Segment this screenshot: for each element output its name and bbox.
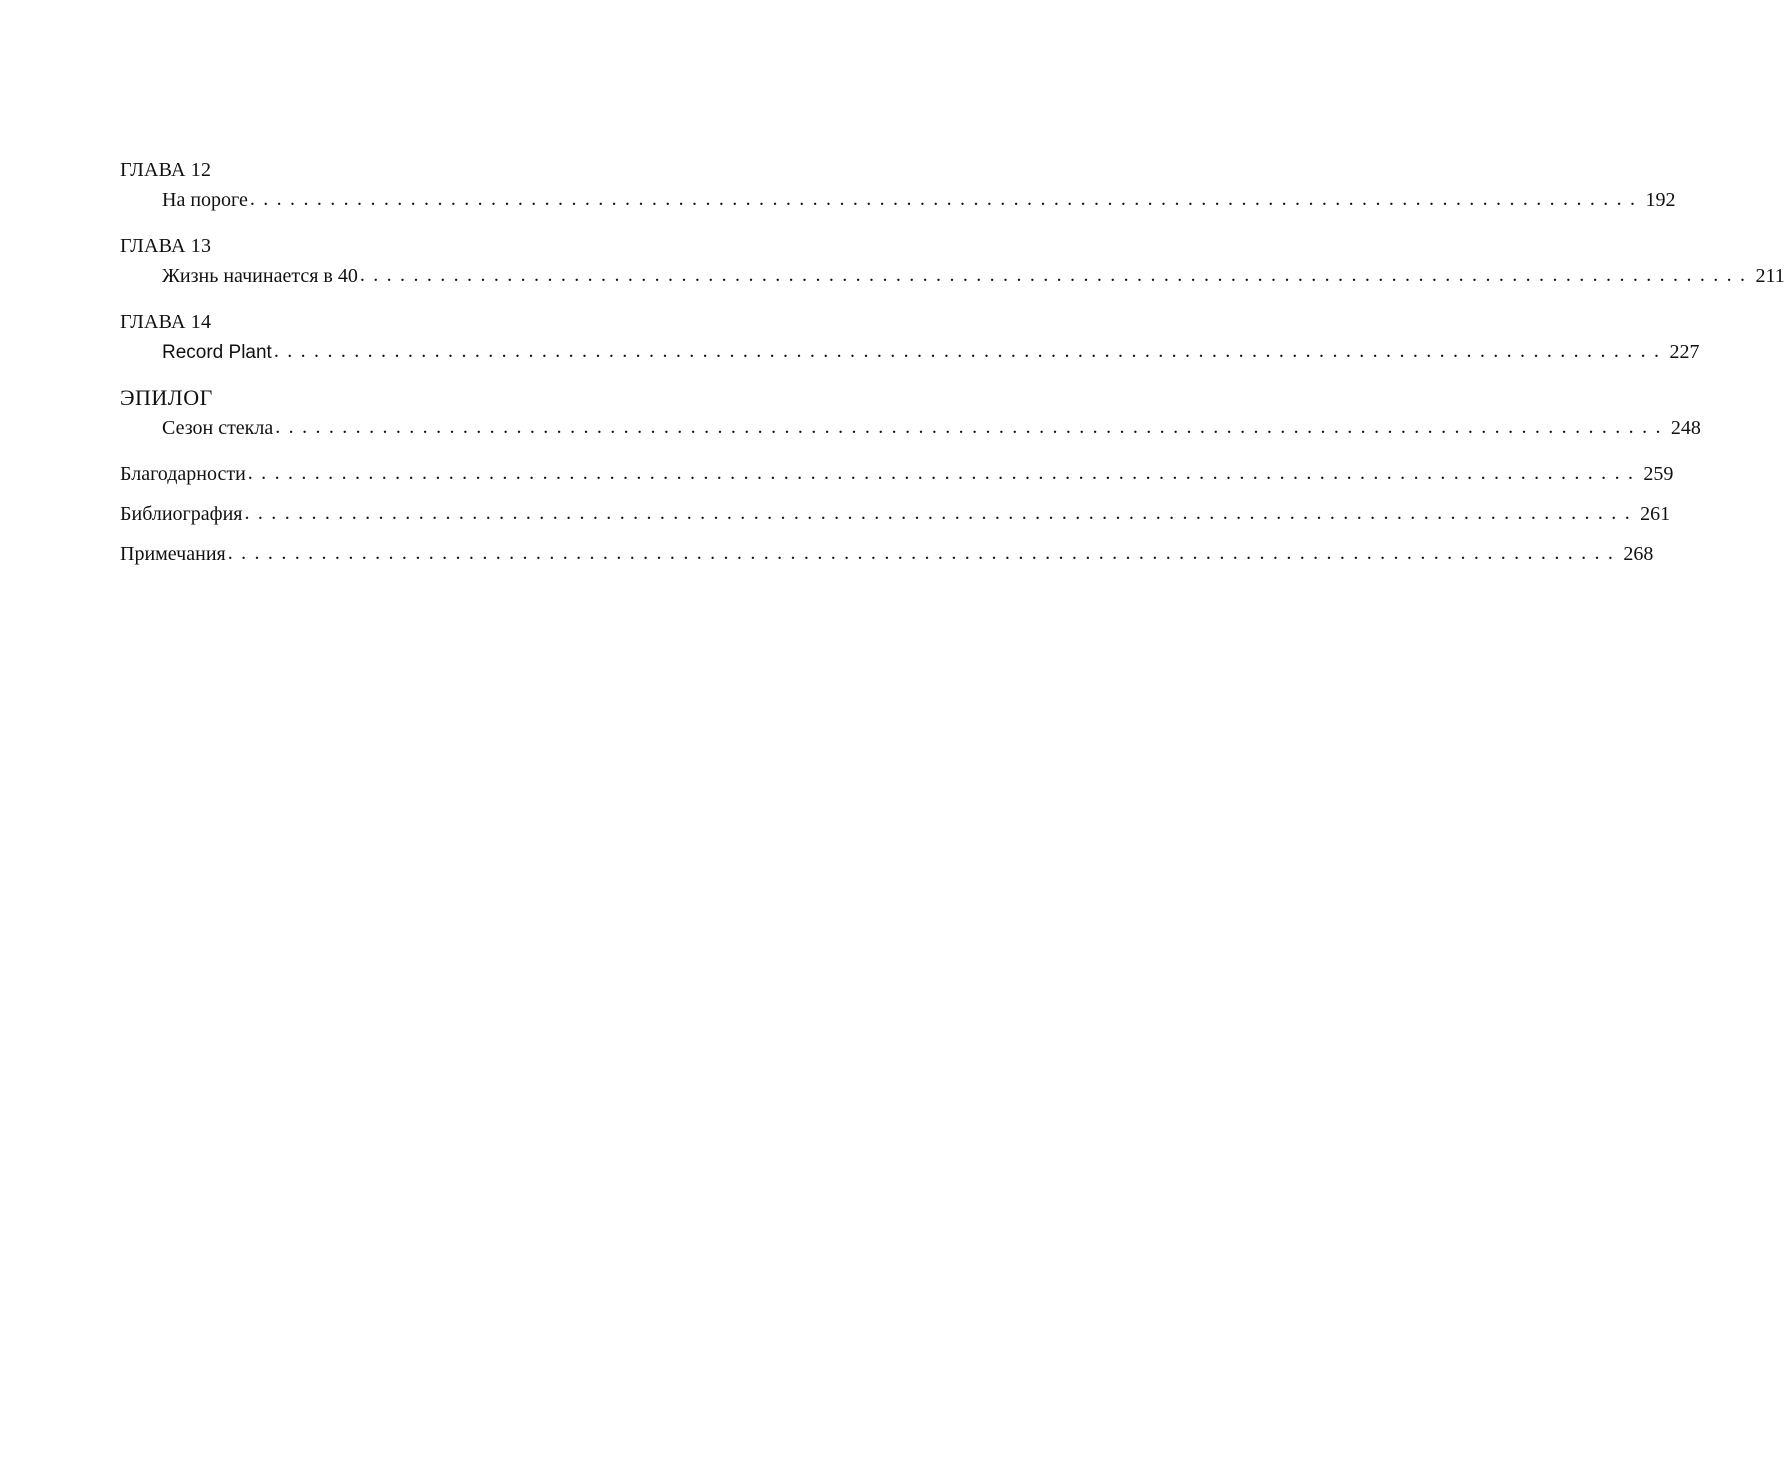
- chapter-label: ГЛАВА 13: [120, 235, 212, 257]
- entry-title: Сезон стекла: [162, 417, 274, 439]
- toc-entry[interactable]: [120, 413, 1701, 443]
- toc-chapter-12: [120, 155, 1676, 215]
- entry-title: На пороге: [162, 189, 248, 211]
- dot-leader: ........................................................................................................: [247, 462, 1642, 484]
- toc-entry[interactable]: [120, 185, 1676, 215]
- chapter-label: ГЛАВА 12: [120, 159, 212, 181]
- dot-leader: ........................................................................................................: [249, 188, 1644, 210]
- entry-title: Record Plant: [162, 342, 272, 363]
- chapter-label: ГЛАВА 14: [120, 311, 212, 333]
- entry-title: Благодарности: [120, 463, 246, 485]
- toc-epilogue: [120, 383, 1701, 443]
- table-of-contents: [120, 155, 1785, 579]
- dot-leader: ........................................................................................................: [275, 416, 1669, 438]
- toc-entry[interactable]: [120, 337, 1700, 367]
- toc-entry-bibliography[interactable]: [120, 499, 1671, 529]
- toc-chapter-14: [120, 307, 1700, 367]
- page-number: 268: [1623, 543, 1654, 565]
- toc-entry-notes[interactable]: [120, 539, 1654, 569]
- page-number: 261: [1640, 503, 1671, 525]
- entry-title: Библиография: [120, 503, 243, 525]
- entry-title: Примечания: [120, 543, 226, 565]
- toc-entry[interactable]: [120, 261, 1785, 291]
- page-number: 248: [1670, 417, 1701, 439]
- chapter-label: ЭПИЛОГ: [120, 385, 213, 410]
- page-number: 227: [1669, 341, 1700, 363]
- dot-leader: ........................................................................................................: [244, 502, 1639, 524]
- toc-chapter-13: [120, 231, 1785, 291]
- page-number: 259: [1643, 463, 1674, 485]
- toc-entry-acknowledgements[interactable]: [120, 459, 1674, 489]
- dot-leader: ........................................................................................................: [359, 264, 1754, 286]
- page-number: 211: [1755, 265, 1785, 287]
- page-number: 192: [1645, 189, 1676, 211]
- entry-title: Жизнь начинается в 40: [162, 265, 358, 287]
- dot-leader: ........................................................................................................: [273, 340, 1668, 362]
- dot-leader: ........................................................................................................: [227, 542, 1622, 564]
